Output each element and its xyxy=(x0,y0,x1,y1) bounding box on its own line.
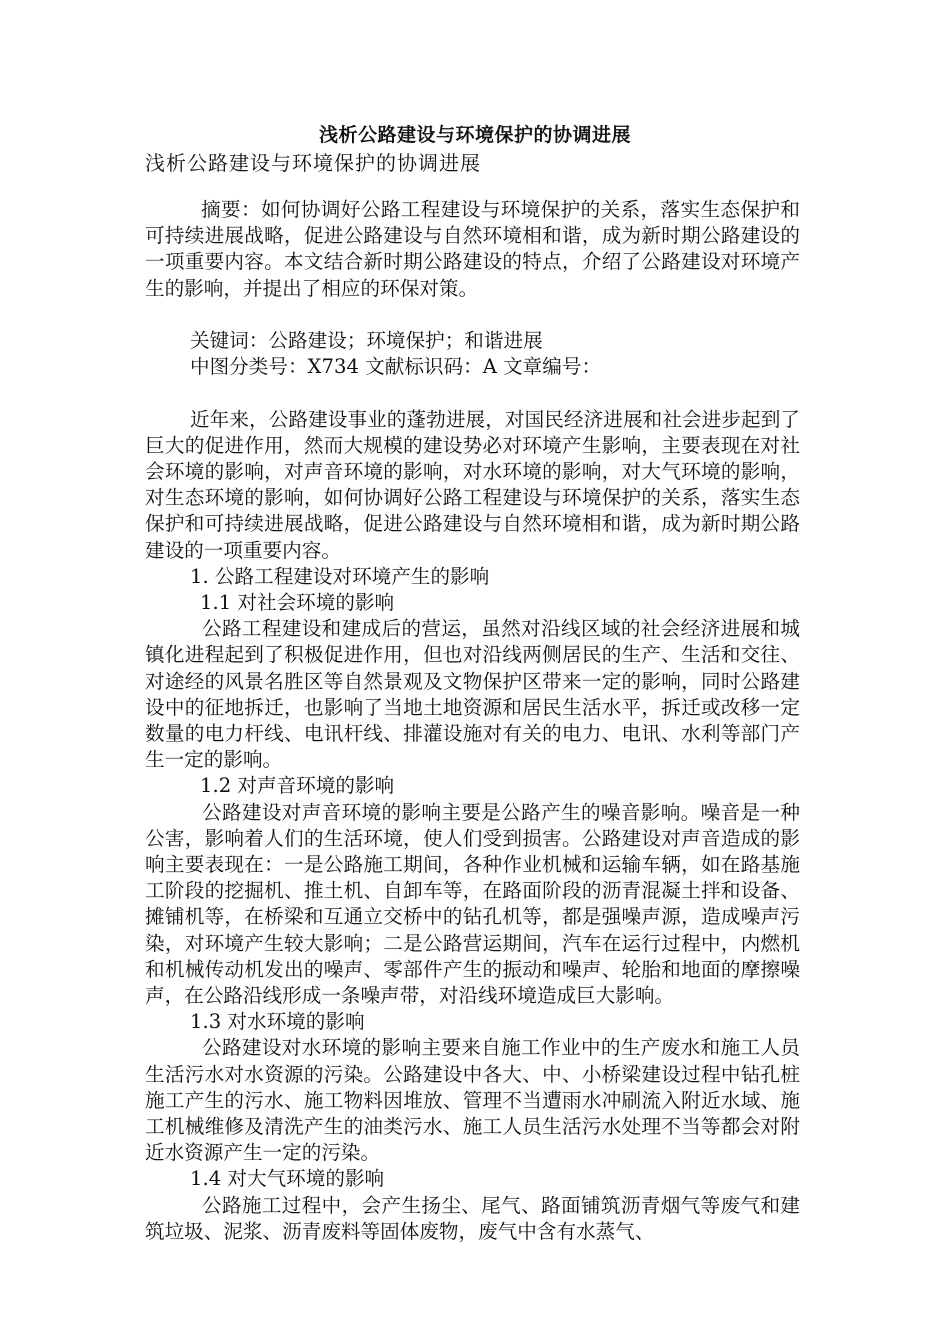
section-heading-1-1: 1.1 对社会环境的影响 xyxy=(200,591,395,615)
section-heading-1-2: 1.2 对声音环境的影响 xyxy=(200,774,395,798)
spacer xyxy=(145,380,800,406)
section-1-4-paragraph: 公路施工过程中，会产生扬尘、尾气、路面铺筑沥青烟气等废气和建筑垃圾、泥浆、沥青废料等固体废物，废气中含有水蒸气、 xyxy=(145,1193,800,1243)
keywords-line: 关键词：公路建设；环境保护；和谐进展 xyxy=(190,329,543,352)
section-1-2-paragraph: 公路建设对声音环境的影响主要是公路产生的噪音影响。噪音是一种公害，影响着人们的生活环境，使人们受到损害。公路建设对声音造成的影响主要表现在：一是公路施工期间，各种作业机械和运输车辆，如在路基施工阶段的挖掘机、推土机、自卸车等，在路面阶段的沥青混凝土拌和设备、摊铺机等，在桥梁和互通立交桥中的钻孔机等，都是强噪声源，造成噪声污染，对环境产生较大影响；二是公路营运期间，汽车在运行过程中，内燃机和机械传动机发出的噪声、零部件产生的振动和噪声、轮胎和地面的摩擦噪声，在公路沿线形成一条噪声带，对沿线环境造成巨大影响。 xyxy=(145,800,800,1008)
section-heading-1-4: 1.4 对大气环境的影响 xyxy=(190,1167,385,1191)
document-title: 浅析公路建设与环境保护的协调进展 xyxy=(318,124,631,146)
spacer xyxy=(145,302,800,328)
section-1-1-paragraph: 公路工程建设和建成后的营运，虽然对沿线区域的社会经济进展和城镇化进程起到了积极促进作用，但也对沿线两侧居民的生产、生活和交往、对途经的风景名胜区等自然景观及文物保护区带来一定的影响，同时公路建设中的征地拆迁，也影响了当地土地资源和居民生活水平，拆迁或改移一定数量的电力杆线、电讯杆线、排灌设施对有关的电力、电讯、水利等部门产生一定的影响。 xyxy=(145,617,800,772)
document-body xyxy=(145,197,800,1245)
section-1-3-paragraph: 公路建设对水环境的影响主要来自施工作业中的生产废水和施工人员生活污水对水资源的污染。公路建设中各大、中、小桥梁建设过程中钻孔桩施工产生的污水、施工物料因堆放、管理不当遭雨水冲刷流入附近水域、施工机械维修及清洗产生的油类污水、施工人员生活污水处理不当等都会对附近水资源产生一定的污染。 xyxy=(145,1036,800,1165)
section-heading-1: 1. 公路工程建设对环境产生的影响 xyxy=(190,564,490,588)
intro-paragraph: 近年来，公路建设事业的蓬勃进展，对国民经济进展和社会进步起到了巨大的促进作用，然而大规模的建设势必对环境产生影响，主要表现在对社会环境的影响，对声音环境的影响，对水环境的影响，对大气环境的影响，对生态环境的影响，如何协调好公路工程建设与环境保护的关系，落实生态保护和可持续进展战略，促进公路建设与自然环境相和谐，成为新时期公路建设的一项重要内容。 xyxy=(145,407,800,562)
classification-line: 中图分类号：X734 文献标识码：A 文章编号： xyxy=(190,355,602,379)
section-heading-1-3: 1.3 对水环境的影响 xyxy=(190,1010,365,1034)
document-subtitle: 浅析公路建设与环境保护的协调进展 xyxy=(145,151,481,175)
abstract-paragraph: 摘要：如何协调好公路工程建设与环境保护的关系，落实生态保护和可持续进展战略，促进公路建设与自然环境相和谐，成为新时期公路建设的一项重要内容。本文结合新时期公路建设的特点，介绍了公路建设对环境产生的影响，并提出了相应的环保对策。 xyxy=(145,198,800,300)
